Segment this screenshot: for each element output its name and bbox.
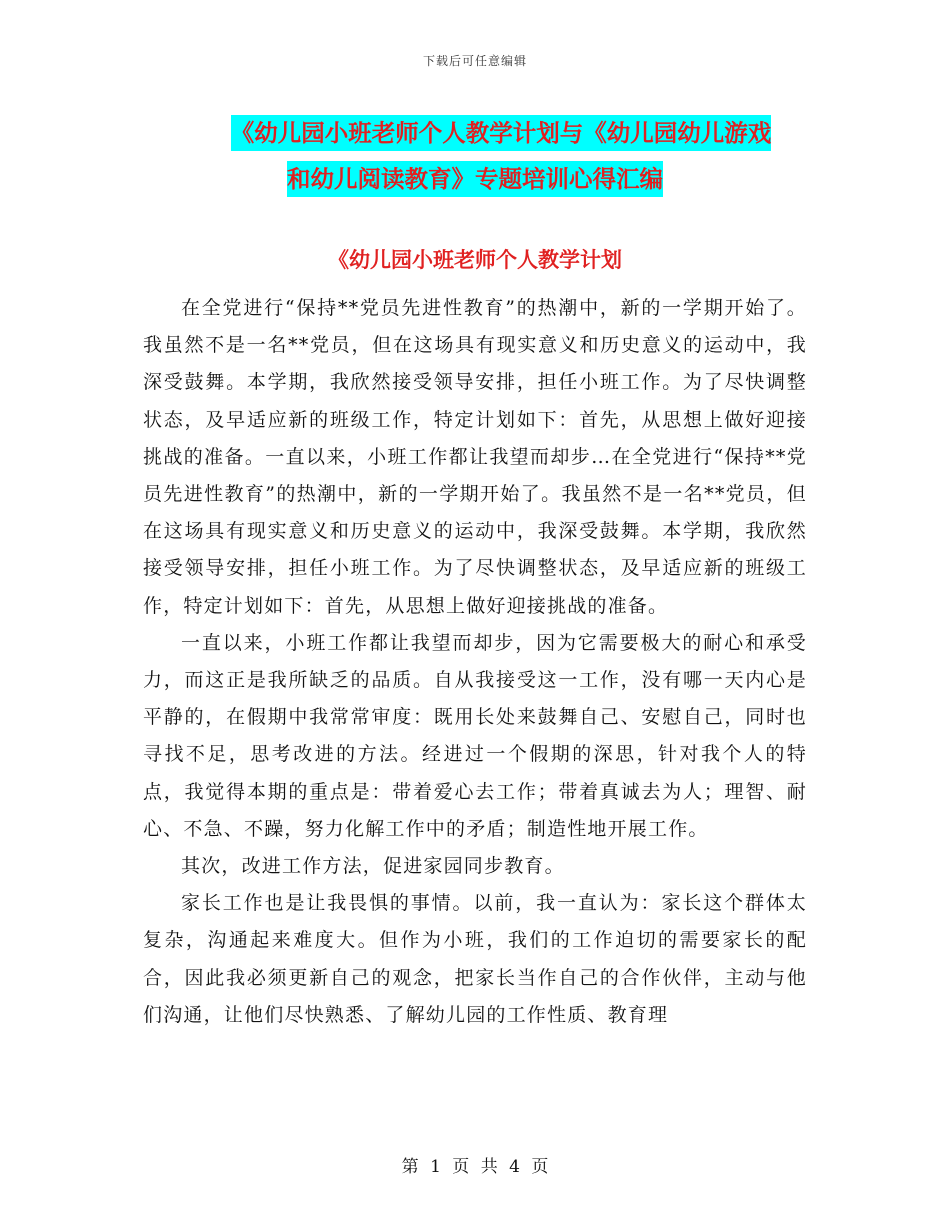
paragraph: 家长工作也是让我畏惧的事情。以前，我一直认为：家长这个群体太复杂，沟通起来难度大。但作为小班，我们的工作迫切的需要家长的配合，因此我必须更新自己的观念，把家长当作自己的合作伙伴，主动与他们沟通，让他们尽快熟悉、了解幼儿园的工作性质、教育理 — [143, 892, 807, 1026]
paragraph: 一直以来，小班工作都让我望而却步，因为它需要极大的耐心和承受力，而这正是我所缺乏的品质。自从我接受这一工作，没有哪一天内心是平静的，在假期中我常常审度：既用长处来鼓舞自己、安慰自己，同时也寻找不足，思考改进的方法。经进过一个假期的深思，针对我个人的特点，我觉得本期的重点是：带着爱心去工作；带着真诚去为人；理智、耐心、不急、不躁，努力化解工作中的矛盾；制造性地开展工作。 — [143, 631, 807, 840]
title-line-2: 和幼儿阅读教育》专题培训心得汇编 — [287, 161, 663, 197]
page-number: 第 1 页 共 4 页 — [401, 1157, 549, 1177]
paragraph: 在全党进行“保持**党员先进性教育”的热潮中，新的一学期开始了。我虽然不是一名**党员，但在这场具有现实意义和历史意义的运动中，我深受鼓舞。本学期，我欣然接受领导安排，担任小班工作。为了尽快调整状态，及早适应新的班级工作，特定计划如下：首先，从思想上做好迎接挑战的准备。一直以来，小班工作都让我望而却步…在全党进行“保持**党员先进性教育”的热潮中，新的一学期开始了。我虽然不是一名**党员，但在这场具有现实意义和历史意义的运动中，我深受鼓舞。本学期，我欣然接受领导安排，担任小班工作。为了尽快调整状态，及早适应新的班级工作，特定计划如下：首先，从思想上做好迎接挑战的准备。 — [143, 297, 807, 617]
section-title: 《幼儿园小班老师个人教学计划 — [328, 248, 622, 272]
paragraph: 其次，改进工作方法，促进家园同步教育。 — [181, 855, 565, 878]
title-line-1: 《幼儿园小班老师个人教学计划与《幼儿园幼儿游戏 — [231, 115, 772, 151]
header-note: 下载后可任意编辑 — [422, 54, 527, 68]
document-body — [143, 290, 807, 1034]
document-title — [0, 110, 950, 202]
